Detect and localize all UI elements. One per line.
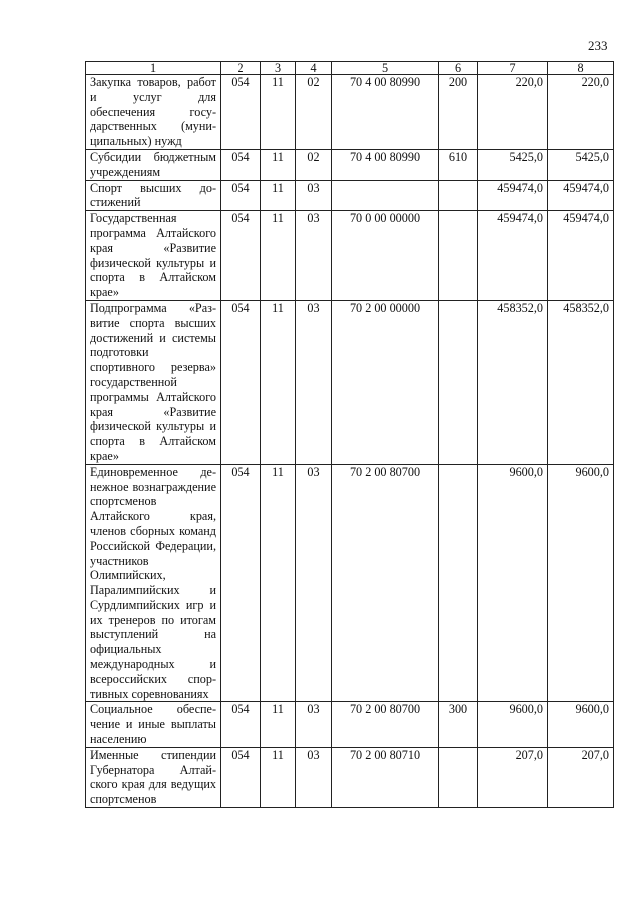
row-subsection-cell: 03: [296, 702, 332, 747]
row-admin-code-cell: 054: [221, 75, 261, 150]
row-amount-2-cell: 459474,0: [548, 211, 614, 301]
row-admin-code-cell: 054: [221, 211, 261, 301]
row-target-code-cell: 70 2 00 80710: [332, 747, 439, 807]
row-section-cell: 11: [261, 702, 296, 747]
row-name-cell: Именные стипендии Губернатора Алтайского края для ведущих спортсменов: [86, 747, 221, 807]
header-cell-4: 4: [296, 62, 332, 75]
row-name-cell: Государственная программа Алтайского края «Развитие физической культуры и спорта в Алтайском крае»: [86, 211, 221, 301]
row-name-cell: Субсидии бюджетным учреждениям: [86, 149, 221, 180]
row-name-cell: Спорт высших достижений: [86, 180, 221, 211]
table-row: [86, 747, 614, 807]
row-admin-code-cell: 054: [221, 180, 261, 211]
row-section-cell: 11: [261, 747, 296, 807]
row-section-cell: 11: [261, 180, 296, 211]
row-admin-code-cell: 054: [221, 702, 261, 747]
row-expense-type-cell: 610: [439, 149, 478, 180]
budget-table: [85, 61, 614, 808]
row-expense-type-cell: [439, 211, 478, 301]
row-subsection-cell: 03: [296, 211, 332, 301]
table-row: [86, 300, 614, 464]
row-amount-2-cell: 458352,0: [548, 300, 614, 464]
row-section-cell: 11: [261, 464, 296, 702]
row-target-code-cell: [332, 180, 439, 211]
row-amount-2-cell: 5425,0: [548, 149, 614, 180]
header-cell-8: 8: [548, 62, 614, 75]
row-amount-1-cell: 458352,0: [478, 300, 548, 464]
row-target-code-cell: 70 0 00 00000: [332, 211, 439, 301]
page-number: 233: [588, 38, 608, 53]
table-row: [86, 702, 614, 747]
row-amount-1-cell: 9600,0: [478, 702, 548, 747]
row-admin-code-cell: 054: [221, 300, 261, 464]
header-row: [86, 62, 614, 75]
table-row: [86, 211, 614, 301]
row-section-cell: 11: [261, 300, 296, 464]
row-amount-1-cell: 5425,0: [478, 149, 548, 180]
row-admin-code-cell: 054: [221, 464, 261, 702]
row-name-cell: Подпрограмма «Развитие спорта высших достижений и системы подготовки спортивного резерва» государственной программы Алтайского края «Развитие физической культуры и спорта в Алтайском крае»: [86, 300, 221, 464]
row-expense-type-cell: [439, 180, 478, 211]
header-cell-1: 1: [86, 62, 221, 75]
row-name-cell: Единовременное денежное вознаграждение спортсменов Алтайского края, членов сборных команд Российской Федерации, участников Олимпийских, Паралимпийских и Сурдлимпийских игр и их тренеров по итогам выступлений на официальных международных и всероссийских спортивных соревнованиях: [86, 464, 221, 702]
row-expense-type-cell: [439, 464, 478, 702]
row-name-cell: Социальное обеспечение и иные выплаты населению: [86, 702, 221, 747]
table-row: [86, 180, 614, 211]
header-cell-2: 2: [221, 62, 261, 75]
header-cell-5: 5: [332, 62, 439, 75]
row-amount-2-cell: 9600,0: [548, 702, 614, 747]
row-subsection-cell: 03: [296, 747, 332, 807]
row-amount-1-cell: 459474,0: [478, 180, 548, 211]
row-expense-type-cell: 300: [439, 702, 478, 747]
row-amount-2-cell: 220,0: [548, 75, 614, 150]
row-target-code-cell: 70 2 00 00000: [332, 300, 439, 464]
row-subsection-cell: 03: [296, 300, 332, 464]
row-amount-2-cell: 207,0: [548, 747, 614, 807]
header-cell-7: 7: [478, 62, 548, 75]
row-amount-2-cell: 459474,0: [548, 180, 614, 211]
row-section-cell: 11: [261, 149, 296, 180]
row-expense-type-cell: [439, 747, 478, 807]
row-subsection-cell: 03: [296, 180, 332, 211]
table-row: [86, 75, 614, 150]
row-target-code-cell: 70 4 00 80990: [332, 149, 439, 180]
row-subsection-cell: 02: [296, 149, 332, 180]
row-admin-code-cell: 054: [221, 149, 261, 180]
row-amount-1-cell: 9600,0: [478, 464, 548, 702]
row-amount-1-cell: 459474,0: [478, 211, 548, 301]
row-expense-type-cell: [439, 300, 478, 464]
row-subsection-cell: 03: [296, 464, 332, 702]
row-target-code-cell: 70 2 00 80700: [332, 702, 439, 747]
row-admin-code-cell: 054: [221, 747, 261, 807]
row-amount-1-cell: 220,0: [478, 75, 548, 150]
row-target-code-cell: 70 2 00 80700: [332, 464, 439, 702]
row-subsection-cell: 02: [296, 75, 332, 150]
header-cell-3: 3: [261, 62, 296, 75]
row-name-cell: Закупка товаров, работ и услуг для обеспечения государственных (муниципальных) нужд: [86, 75, 221, 150]
table-row: [86, 464, 614, 702]
row-section-cell: 11: [261, 75, 296, 150]
row-amount-1-cell: 207,0: [478, 747, 548, 807]
row-amount-2-cell: 9600,0: [548, 464, 614, 702]
row-section-cell: 11: [261, 211, 296, 301]
row-expense-type-cell: 200: [439, 75, 478, 150]
row-target-code-cell: 70 4 00 80990: [332, 75, 439, 150]
header-cell-6: 6: [439, 62, 478, 75]
table-row: [86, 149, 614, 180]
